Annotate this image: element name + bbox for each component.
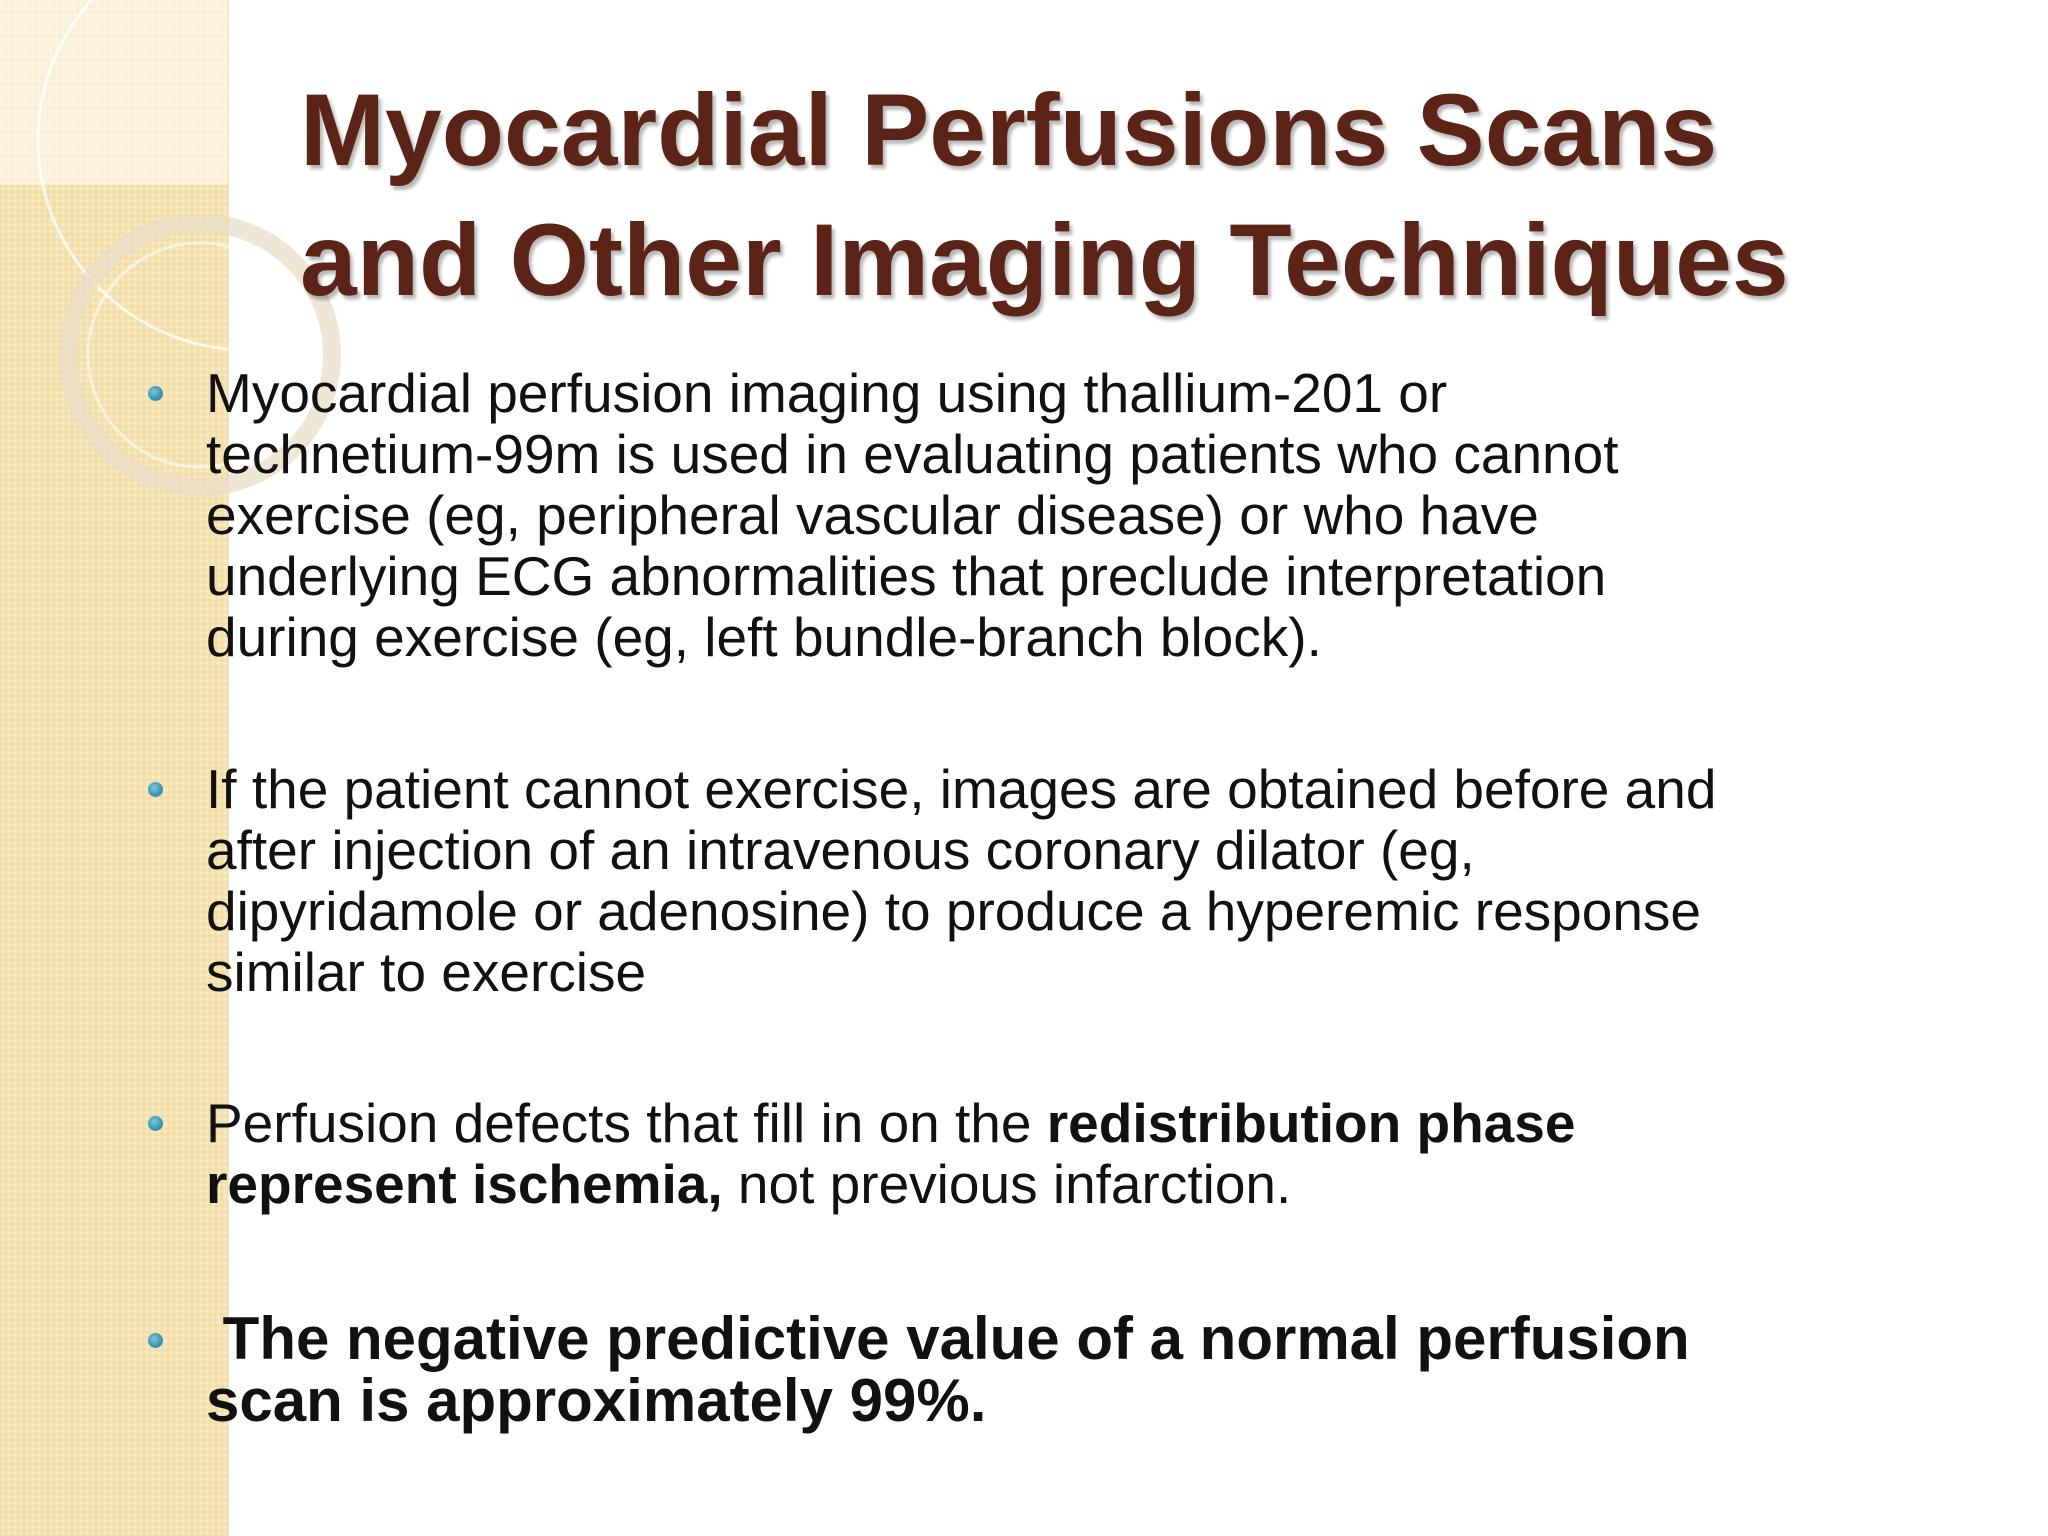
title-line-1: Myocardial Perfusions Scans — [300, 73, 1718, 187]
bullet-item-2 — [206, 759, 2006, 1003]
bullet-dot-icon — [148, 1116, 163, 1131]
bullet-1-line-4: underlying ECG abnormalities that preclude interpretation — [206, 545, 1607, 607]
bullet-1-line-2: technetium-99m is used in evaluating patients who cannot — [206, 423, 1619, 485]
bullet-2-line-4: similar to exercise — [206, 941, 647, 1003]
bullet-3-line-1 — [206, 1093, 2006, 1154]
bullet-3-bold-text-2: represent ischemia, — [206, 1153, 723, 1215]
bullet-dot-icon — [148, 1333, 163, 1348]
bullet-1-line-1: Myocardial perfusion imaging using thallium-201 or — [206, 362, 1448, 424]
bullet-3-normal-text-2: not previous infarction. — [722, 1153, 1292, 1215]
bullet-dot-icon — [148, 782, 163, 797]
title-line-2: and Other Imaging Techniques — [300, 203, 1789, 317]
bullet-2-line-1: If the patient cannot exercise, images are obtained before and — [206, 758, 1717, 820]
bullet-4-line-2: scan is approximately 99%. — [206, 1367, 987, 1434]
bullet-1-line-3: exercise (eg, peripheral vascular disease) or who have — [206, 484, 1539, 546]
bullet-3-line-2 — [206, 1154, 2006, 1215]
bullet-2-line-2: after injection of an intravenous coronary dilator (eg, — [206, 819, 1475, 881]
bullet-2-line-3: dipyridamole or adenosine) to produce a hyperemic response — [206, 880, 1702, 942]
bullet-1-line-5: during exercise (eg, left bundle-branch block). — [206, 606, 1322, 668]
bullet-item-3 — [206, 1093, 2006, 1215]
bullet-3-normal-text-1: Perfusion defects that fill in on the — [206, 1092, 1047, 1154]
bullet-item-4 — [206, 1305, 2006, 1434]
bullet-item-1 — [206, 363, 2006, 668]
bullet-4-line-1: The negative predictive value of a normal perfusion — [206, 1305, 1690, 1372]
bullet-3-bold-text-1: redistribution phase — [1046, 1092, 1576, 1154]
bullet-dot-icon — [148, 386, 163, 401]
